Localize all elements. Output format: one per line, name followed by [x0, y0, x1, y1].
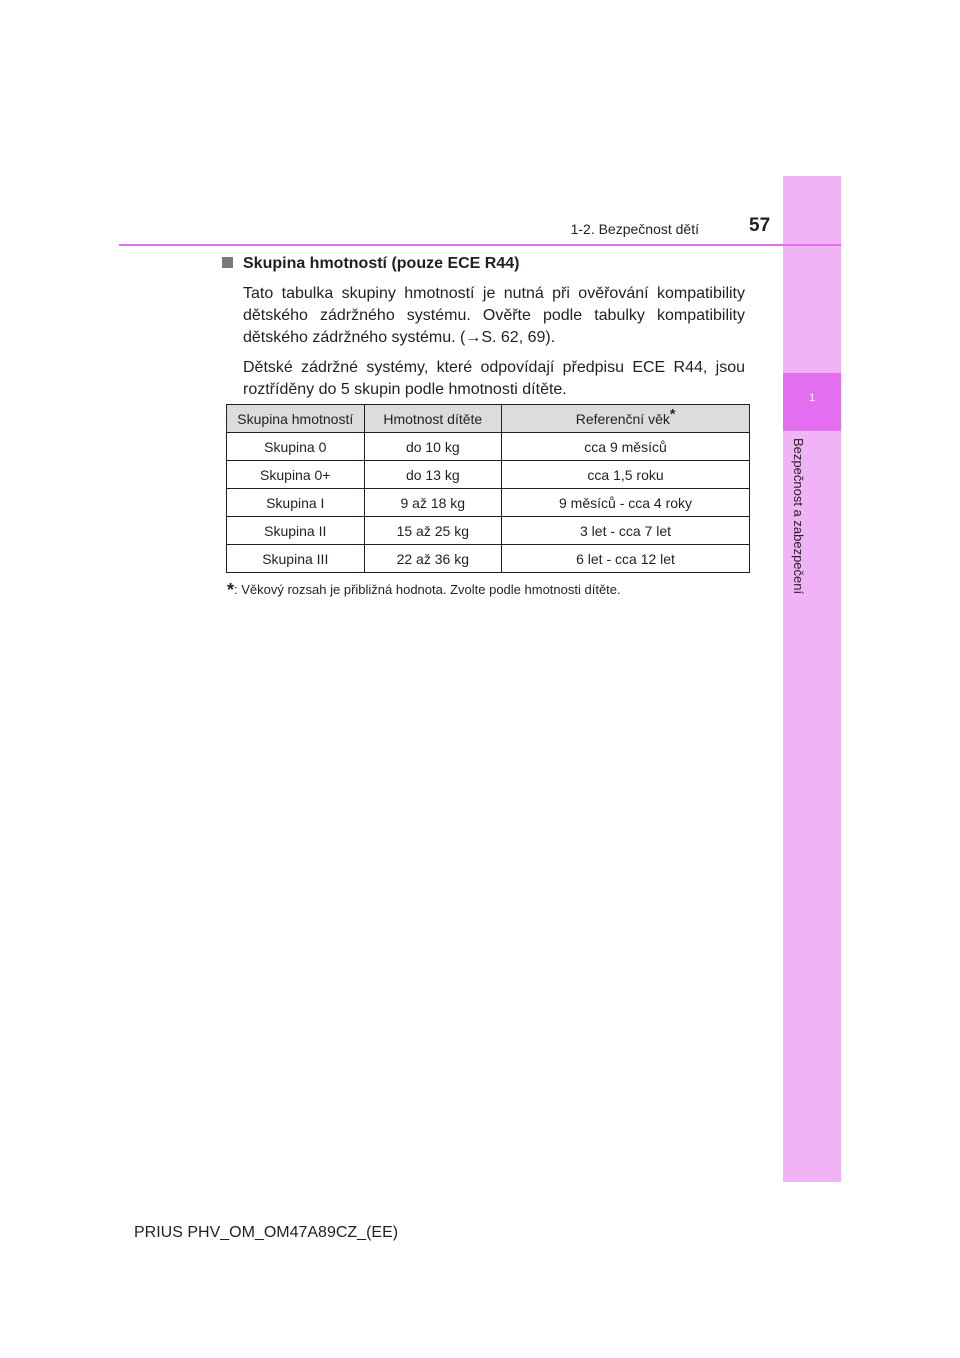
- section-heading-text: Skupina hmotností (pouze ECE R44): [243, 255, 520, 272]
- table-cell: do 13 kg: [364, 461, 502, 489]
- document-code: PRIUS PHV_OM_OM47A89CZ_(EE): [134, 1224, 399, 1241]
- square-bullet-icon: [222, 257, 233, 268]
- table-cell: Skupina II: [227, 517, 365, 545]
- footnote-marker: *: [669, 404, 676, 421]
- table-header-cell: Hmotnost dítěte: [364, 405, 502, 433]
- paragraph-compatibility: Tato tabulka skupiny hmotností je nutná při ověřování kompatibility dětského zádržného systému. Ověřte podle tabulky kompatibility dětského zádržného systému. (→S. 62, 69).: [243, 285, 745, 346]
- table-cell: Skupina I: [227, 489, 365, 517]
- section-heading: [222, 253, 745, 275]
- table-header-cell: Skupina hmotností: [227, 405, 365, 433]
- table-header-cell: [502, 405, 750, 433]
- table-cell: cca 9 měsíců: [502, 433, 750, 461]
- weight-group-table: [226, 404, 750, 573]
- table-cell: 3 let - cca 7 let: [502, 517, 750, 545]
- table-cell: cca 1,5 roku: [502, 461, 750, 489]
- table-cell: 6 let - cca 12 let: [502, 545, 750, 573]
- page-number: 57: [749, 215, 771, 236]
- paragraph-groups: Dětské zádržné systémy, které odpovídají předpisu ECE R44, jsou roztříděny do 5 skupin podle hmotnosti dítěte.: [243, 359, 745, 398]
- table-cell: 15 až 25 kg: [364, 517, 502, 545]
- section-content: [222, 253, 745, 401]
- table-footnote: [227, 578, 621, 599]
- table-cell: Skupina III: [227, 545, 365, 573]
- header-section-title: 1-2. Bezpečnost dětí: [570, 221, 699, 237]
- table-row: [227, 461, 750, 489]
- table-row: [227, 489, 750, 517]
- chapter-title: Bezpečnost a zabezpečení: [791, 438, 806, 595]
- table-header-row: [227, 405, 750, 433]
- table-cell: Skupina 0+: [227, 461, 365, 489]
- footnote-asterisk: *: [227, 580, 235, 600]
- table-cell: Skupina 0: [227, 433, 365, 461]
- table-header-text: Referenční věk: [575, 410, 670, 427]
- footnote-text: : Věkový rozsah je přibližná hodnota. Zvolte podle hmotnosti dítěte.: [234, 582, 621, 597]
- table-row: [227, 517, 750, 545]
- table-row: [227, 545, 750, 573]
- table-cell: do 10 kg: [364, 433, 502, 461]
- table-cell: 9 až 18 kg: [364, 489, 502, 517]
- header-divider: [119, 244, 841, 246]
- table-cell: 9 měsíců - cca 4 roky: [502, 489, 750, 517]
- table-cell: 22 až 36 kg: [364, 545, 502, 573]
- side-tab-strip: [783, 176, 841, 1182]
- table-row: [227, 433, 750, 461]
- chapter-number: 1: [808, 392, 816, 404]
